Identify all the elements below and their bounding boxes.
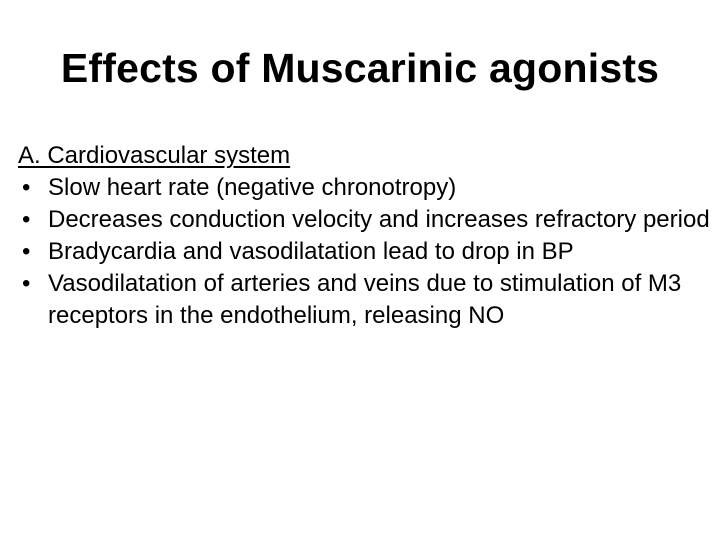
bullet-dot-icon: • <box>22 270 31 297</box>
bullet-text: Decreases conduction velocity and increases refractory period <box>48 206 710 233</box>
bullet-dot-icon: • <box>22 238 31 265</box>
bullet-text: Bradycardia and vasodilatation lead to drop in BP <box>48 238 574 265</box>
slide-title: Effects of Muscarinic agonists <box>60 45 660 91</box>
bullet-dot-icon: • <box>22 206 31 233</box>
bullet-item <box>18 172 716 204</box>
section-heading: A. Cardiovascular system <box>18 142 291 169</box>
bullet-text: Slow heart rate (negative chronotropy) <box>48 174 457 201</box>
slide-body <box>18 140 716 332</box>
bullet-text: Vasodilatation of arteries and veins due to stimulation of M3 receptors in the endothelium, releasing NO <box>48 270 682 329</box>
bullet-dot-icon: • <box>22 174 31 201</box>
bullet-list <box>18 172 716 332</box>
bullet-item <box>18 204 716 236</box>
bullet-item <box>18 268 716 332</box>
bullet-item <box>18 236 716 268</box>
